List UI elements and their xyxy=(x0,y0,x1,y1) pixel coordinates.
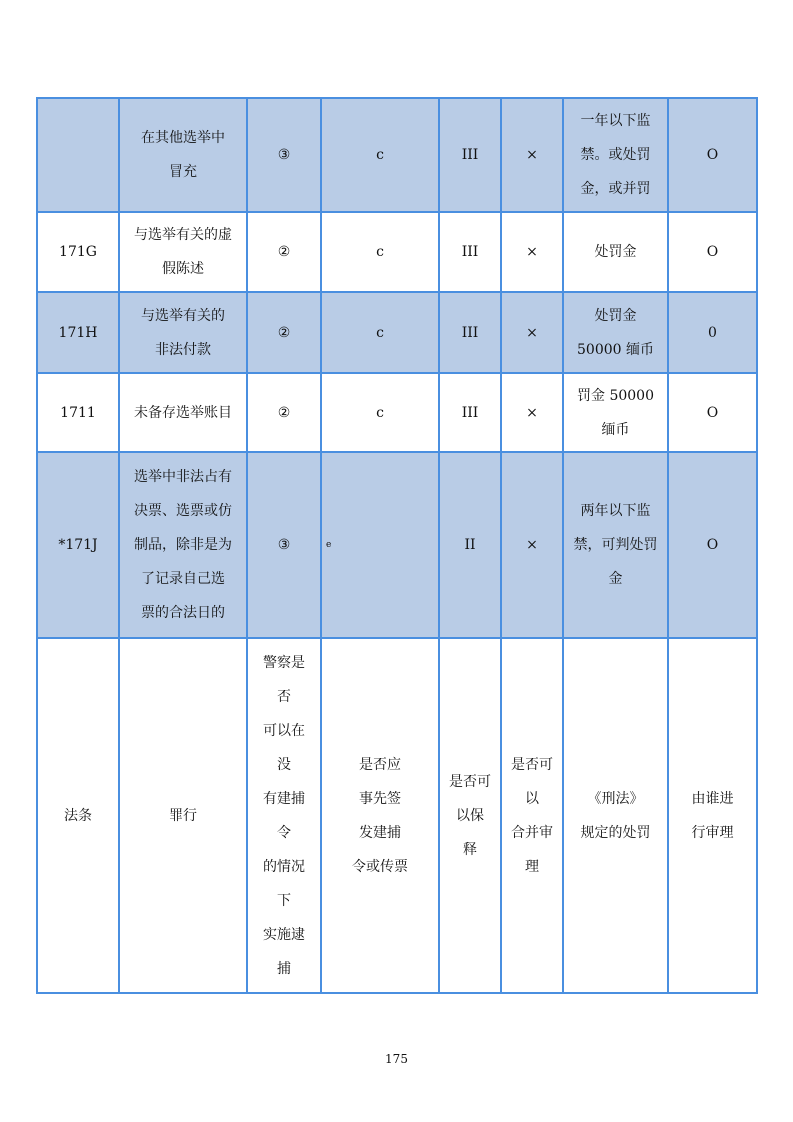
cell-offense: 选举中非法占有 决票、选票或仿 制品，除非是为 了记录自己选 票的合法日的 xyxy=(119,452,247,638)
cell-arrest: ② xyxy=(247,212,321,292)
law-table xyxy=(36,97,758,994)
cell-joint: × xyxy=(501,212,563,292)
cell-penalty: 处罚金 50000 缅币 xyxy=(563,292,668,373)
cell-court: 0 xyxy=(668,292,757,373)
header-warrant: 是否应 事先签 发建捕 令或传票 xyxy=(321,638,439,993)
table-row xyxy=(37,212,757,292)
cell-code xyxy=(37,98,119,212)
header-joint: 是否可 以 合并审 理 xyxy=(501,638,563,993)
cell-warrant: e xyxy=(321,452,439,638)
header-bail: 是否可 以保 释 xyxy=(439,638,501,993)
table-row xyxy=(37,292,757,373)
header-court: 由谁进 行审理 xyxy=(668,638,757,993)
cell-warrant: c xyxy=(321,212,439,292)
cell-offense: 与选举有关的虚 假陈述 xyxy=(119,212,247,292)
table-row xyxy=(37,452,757,638)
cell-penalty: 一年以下监 禁。或处罚 金，或并罚 xyxy=(563,98,668,212)
table-row xyxy=(37,373,757,452)
header-code: 法条 xyxy=(37,638,119,993)
cell-penalty: 罚金 50000 缅币 xyxy=(563,373,668,452)
header-arrest: 警察是 否 可以在 没 有建捕 令 的情况 下 实施逮 捕 xyxy=(247,638,321,993)
cell-bail: III xyxy=(439,292,501,373)
cell-code: *171J xyxy=(37,452,119,638)
cell-bail: III xyxy=(439,98,501,212)
table-row xyxy=(37,98,757,212)
cell-court: O xyxy=(668,373,757,452)
header-offense: 罪行 xyxy=(119,638,247,993)
cell-penalty: 两年以下监 禁，可判处罚 金 xyxy=(563,452,668,638)
cell-penalty: 处罚金 xyxy=(563,212,668,292)
cell-joint: × xyxy=(501,373,563,452)
cell-code: 171H xyxy=(37,292,119,373)
cell-code: 1711 xyxy=(37,373,119,452)
cell-arrest: ③ xyxy=(247,452,321,638)
cell-bail: III xyxy=(439,212,501,292)
cell-court: O xyxy=(668,98,757,212)
cell-court: O xyxy=(668,212,757,292)
table-header-row xyxy=(37,638,757,993)
cell-joint: × xyxy=(501,292,563,373)
cell-warrant: c xyxy=(321,373,439,452)
cell-arrest: ② xyxy=(247,292,321,373)
cell-offense: 与选举有关的 非法付款 xyxy=(119,292,247,373)
cell-bail: III xyxy=(439,373,501,452)
cell-joint: × xyxy=(501,452,563,638)
cell-bail: II xyxy=(439,452,501,638)
cell-arrest: ③ xyxy=(247,98,321,212)
cell-joint: × xyxy=(501,98,563,212)
cell-warrant: c xyxy=(321,98,439,212)
cell-offense: 在其他选举中 冒充 xyxy=(119,98,247,212)
cell-arrest: ② xyxy=(247,373,321,452)
page-number: 175 xyxy=(385,1052,408,1066)
cell-court: O xyxy=(668,452,757,638)
cell-offense: 未备存选举账目 xyxy=(119,373,247,452)
cell-code: 171G xyxy=(37,212,119,292)
header-penalty: 《刑法》 规定的处罚 xyxy=(563,638,668,993)
cell-warrant: c xyxy=(321,292,439,373)
